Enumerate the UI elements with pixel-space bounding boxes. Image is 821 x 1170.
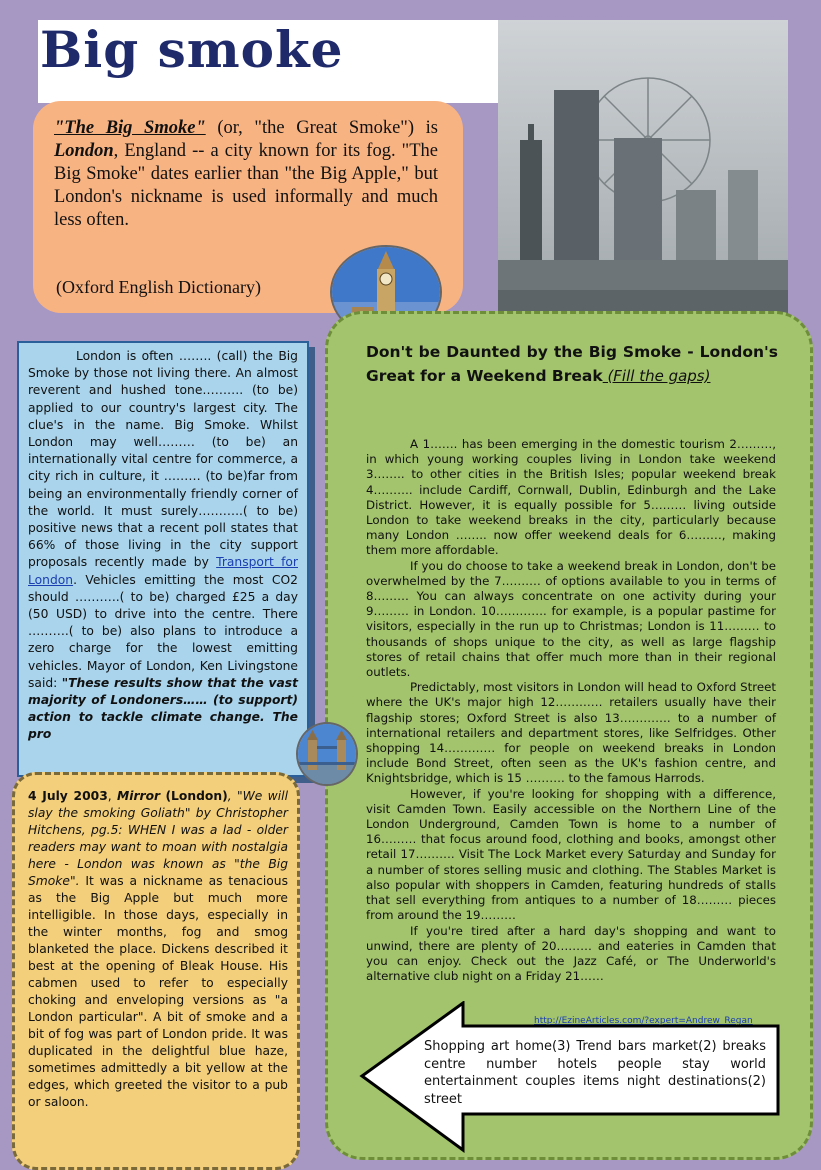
article-paper: Mirror [117,789,161,803]
definition-text-2: , England -- a city known for its fog. "The Big Smoke" dates earlier than "the Big Apple," but London's nickname is used informally and much less often. [54,141,438,230]
fill-gaps-instruction: (Fill the gaps) [602,367,711,385]
word-bank: Shopping art home(3) Trend bars market(2) breaks centre number hotels people stay world entertainment couples items night destinations(2) street [424,1039,766,1107]
transport-for-london-link[interactable]: Transport for London [28,555,298,587]
green-box-heading: Don't be Daunted by the Big Smoke - London's Great for a Weekend Break [366,343,778,385]
paragraph: If you do choose to take a weekend break in London, don't be overwhelmed by the 7………. of options available to you in terms of 8……… You can always concentrate on one activity during your 9……… in London. 10…………. for example, is a popular pastime for visitors, especially in the run up to Christmas; London is 11……… to thousands of shops unique to the city, as well as large flagship stores of retail chains that offer much more than in their regional outlets. [366,558,776,680]
paragraph: If you're tired after a hard day's shopping and want to unwind, there are plenty of 20……… and eateries in Camden that you can enjoy. Check out the Jazz Café, or The Underworld's alternative club night on a Friday 21…… [366,923,776,984]
ezine-source-link[interactable]: http://EzineArticles.com/?expert=Andrew_Regan [534,1016,753,1026]
tower-bridge-photo [296,722,358,786]
blue-box-text-1: London is often …….. (call) the Big Smoke by those not living there. An almost reverent and hushed tone………. (to be) applied to our country's largest city. The clue's in the name. Big Smoke. Whilst London may well……… (to be) an internationally vital centre for commerce, a city rich in culture, it ……… (to be)far from being an environmentally friendly corner of the world. It must surely………..( to be) positive news that a recent poll states that 66% of those living in the city support proposals recently made by [28,349,298,570]
blue-box-text-2: . Vehicles emitting the most CO2 should ………..( to be) charged £25 a day (50 USD) to drive into the centre. There ……….( to be) also plans to introduce a zero charge for the lowest emitting vehicles. Mayor of London, Ken Livingstone said: [28,572,298,690]
article-text: It was a nickname as tenacious as the Big Apple but much more intelligible. In those days, especially in the winter months, fog and smog blanketed the place. Dickens described it best at the opening of Bleak House. His cabmen used to refer to especially choking and enveloping versions as "a London particular". A bit of smoke and a bit of fog was part of London pride. It was duplicated in the delightful blue haze, sometimes admittedly a bit yellow at the edges, which greeted the visitor to a pub or saloon. [28,874,288,1109]
blue-box-quote: "These results show that the vast majority of Londoners…… (to support) action to tackle climate change. The pro [28,675,298,742]
blue-box-text [28,348,298,744]
definition-source: (Oxford English Dictionary) [56,277,261,297]
definition-text-1: (or, "the Great Smoke") is [205,118,438,138]
definition-text [54,117,438,232]
paragraph: Predictably, most visitors in London will head to Oxford Street where the UK's major high 12………… retailers usually have their flagship stores; Oxford Street is also 13…………. to a number of international retailers and department stores, like Selfridges. Other shopping 14…………. for people on weekend breaks in London include Bond Street, often seen as the UK's fashion centre, and Knightsbridge, which is 15 ………. to the famous Harrods. [366,680,776,786]
green-box-text [366,437,776,984]
article-place: (London) [165,789,228,803]
gold-box-text: 4 July 2003, Mirror (London), "We will slay the smoking Goliath" by Christopher Hitchens, pg.5: WHEN I was a lad - older readers may want to moan with nostalgia here - London was known as "the Big Smoke". It was a nickname as tenacious as the Big Apple but much more intelligible. In those days, especially in the winter months, fog and smog blanketed the place. Dickens described it best at the opening of Bleak House. His cabmen used to refer to especially choking and enveloping versions as "a London particular". A bit of smoke and a bit of fog was part of London pride. It was duplicated in the delightful blue haze, sometimes admittedly a bit yellow at the edges, which greeted the visitor to a pub or saloon. [28,789,288,1109]
definition-term: "The Big Smoke" [54,118,206,138]
page-title: Big smoke [40,20,344,79]
london-skyline-photo [498,20,788,325]
article-date: 4 July 2003 [28,789,108,803]
paragraph: A 1……. has been emerging in the domestic tourism 2………, in which young working couples living in London take weekend 3…….. to other cities in the British Isles; popular weekend break 4………. include Cardiff, Cornwall, Dublin, Edinburgh and the Lake District. However, it is equally possible for 5……… living outside London to take weekend breaks in the city, particularly because many London …….. now offer weekend deals for 6………, making them more affordable. [366,437,776,558]
green-box-title [366,340,778,388]
definition-city: London [54,141,114,161]
paragraph: However, if you're looking for shopping with a difference, visit Camden Town. Easily accessible on the Northern Line of the London Underground, Camden Town is home to a number of 16……… that focus around food, clothing and books, amongst other retail 17………. Visit The Lock Market every Saturday and Sunday for a number of stores selling music and clothing. The Stables Market is also popular with shoppers in Camden, featuring hundreds of stalls that sell everything from antiques to a number of 18……… pieces from around the 19……… [366,786,776,923]
article-quote: , "We will slay the smoking Goliath" by Christopher Hitchens, pg.5: WHEN I was a lad - older readers may want to moan with nostalgia here - London was known as "the Big Smoke". [28,789,288,888]
